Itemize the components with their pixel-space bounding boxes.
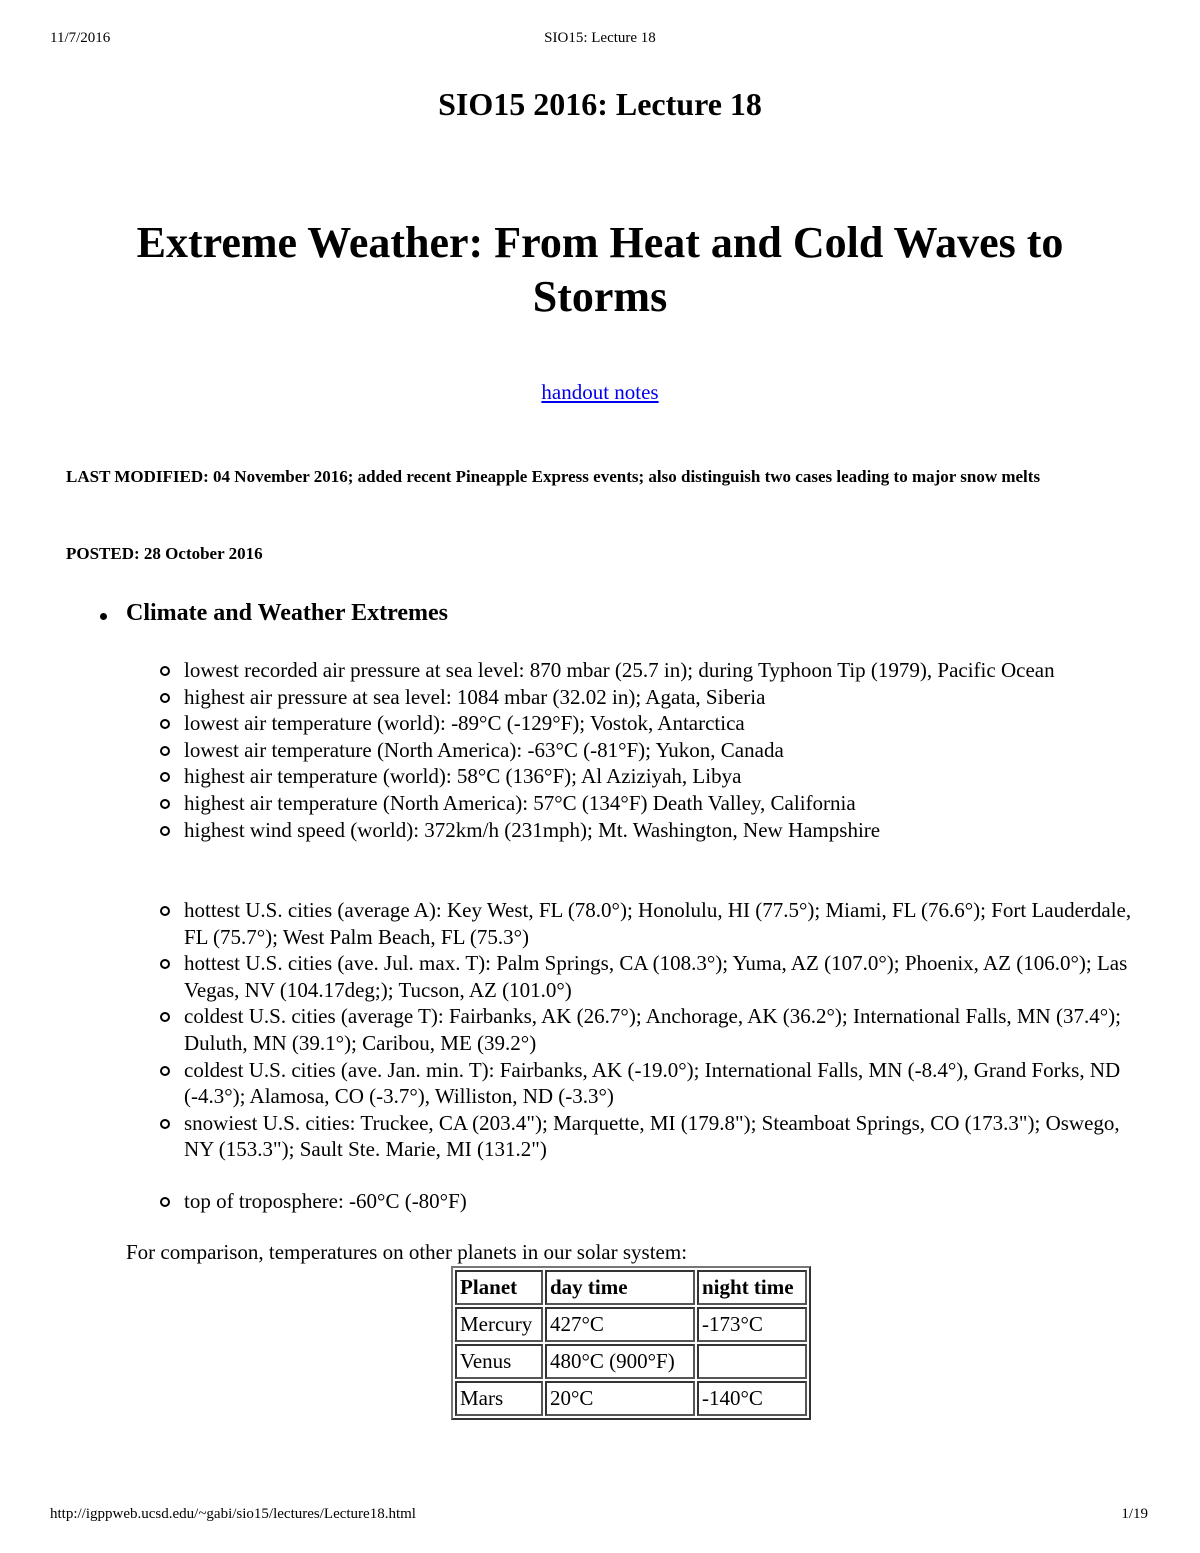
posted-date: POSTED: 28 October 2016: [66, 544, 263, 563]
lecture-title: SIO15 2016: Lecture 18: [438, 86, 762, 122]
table-cell: 480°C (900°F): [545, 1344, 695, 1379]
table-cell: -140°C: [697, 1381, 807, 1416]
list-item: highest air temperature (North America): 57°C (134°F) Death Valley, California: [160, 790, 1140, 817]
table-cell: Mars: [455, 1381, 543, 1416]
last-modified: LAST MODIFIED: 04 November 2016; added recent Pineapple Express events; also distinguish two cases leading to major snow melts: [66, 467, 1041, 486]
print-date: 11/7/2016: [50, 30, 111, 46]
circle-bullet-icon: [160, 1197, 170, 1207]
list-item: highest air pressure at sea level: 1084 mbar (32.02 in); Agata, Siberia: [160, 684, 1140, 711]
cities-list: [160, 897, 1140, 1163]
circle-bullet-icon: [160, 1119, 170, 1129]
bullet-icon: [100, 613, 107, 620]
table-row: [455, 1344, 807, 1379]
list-item: lowest recorded air pressure at sea level: 870 mbar (25.7 in); during Typhoon Tip (1979), Pacific Ocean: [160, 657, 1140, 684]
table-cell: Mercury: [455, 1307, 543, 1342]
table-header-row: [455, 1270, 807, 1305]
footer-page-number: 1/19: [1121, 1506, 1148, 1522]
comparison-text: For comparison, temperatures on other planets in our solar system:: [126, 1240, 688, 1264]
circle-bullet-icon: [160, 799, 170, 809]
table-cell: [697, 1344, 807, 1379]
page-title: Extreme Weather: From Heat and Cold Waves to Storms: [136, 218, 1064, 321]
table-header-cell: day time: [545, 1270, 695, 1305]
table-cell: 427°C: [545, 1307, 695, 1342]
table-header-cell: Planet: [455, 1270, 543, 1305]
circle-bullet-icon: [160, 772, 170, 782]
circle-bullet-icon: [160, 906, 170, 916]
table-row: [455, 1381, 807, 1416]
list-item: lowest air temperature (world): -89°C (-129°F); Vostok, Antarctica: [160, 710, 1140, 737]
circle-bullet-icon: [160, 1012, 170, 1022]
section-heading-text: Climate and Weather Extremes: [126, 600, 448, 626]
list-item: coldest U.S. cities (average T): Fairbanks, AK (26.7°); Anchorage, AK (36.2°); International Falls, MN (37.4°); Duluth, MN (39.1°); Caribou, ME (39.2°): [160, 1003, 1140, 1056]
list-item: highest air temperature (world): 58°C (136°F); Al Aziziyah, Libya: [160, 763, 1140, 790]
planet-temperature-table: [451, 1266, 811, 1420]
records-list: [160, 657, 1140, 843]
list-item: highest wind speed (world): 372km/h (231mph); Mt. Washington, New Hampshire: [160, 817, 1140, 844]
circle-bullet-icon: [160, 666, 170, 676]
list-item: snowiest U.S. cities: Truckee, CA (203.4"); Marquette, MI (179.8"); Steamboat Springs, CO (173.3"); Oswego, NY (153.3"); Sault Ste. Marie, MI (131.2"): [160, 1110, 1140, 1163]
list-item: hottest U.S. cities (average A): Key West, FL (78.0°); Honolulu, HI (77.5°); Miami, FL (76.6°); Fort Lauderdale, FL (75.7°); West Palm Beach, FL (75.3°): [160, 897, 1140, 950]
list-item: coldest U.S. cities (ave. Jan. min. T): Fairbanks, AK (-19.0°); International Falls, MN (-8.4°), Grand Forks, ND (-4.3°); Alamosa, CO (-3.7°), Williston, ND (-3.3°): [160, 1057, 1140, 1110]
print-page-title: SIO15: Lecture 18: [544, 30, 656, 46]
table-header-cell: night time: [697, 1270, 807, 1305]
circle-bullet-icon: [160, 959, 170, 969]
table-cell: Venus: [455, 1344, 543, 1379]
list-item: lowest air temperature (North America): -63°C (-81°F); Yukon, Canada: [160, 737, 1140, 764]
handout-notes-link[interactable]: handout notes: [541, 380, 659, 404]
circle-bullet-icon: [160, 719, 170, 729]
table-cell: -173°C: [697, 1307, 807, 1342]
list-item: top of troposphere: -60°C (-80°F): [160, 1188, 1140, 1215]
list-item: hottest U.S. cities (ave. Jul. max. T): Palm Springs, CA (108.3°); Yuma, AZ (107.0°); Phoenix, AZ (106.0°); Las Vegas, NV (104.17deg;); Tucson, AZ (101.0°): [160, 950, 1140, 1003]
table-cell: 20°C: [545, 1381, 695, 1416]
footer-url: http://igppweb.ucsd.edu/~gabi/sio15/lectures/Lecture18.html: [50, 1506, 416, 1522]
circle-bullet-icon: [160, 826, 170, 836]
troposphere-list: [160, 1188, 1140, 1215]
table-row: [455, 1307, 807, 1342]
handout-section: [0, 380, 1200, 405]
circle-bullet-icon: [160, 693, 170, 703]
circle-bullet-icon: [160, 746, 170, 756]
circle-bullet-icon: [160, 1066, 170, 1076]
